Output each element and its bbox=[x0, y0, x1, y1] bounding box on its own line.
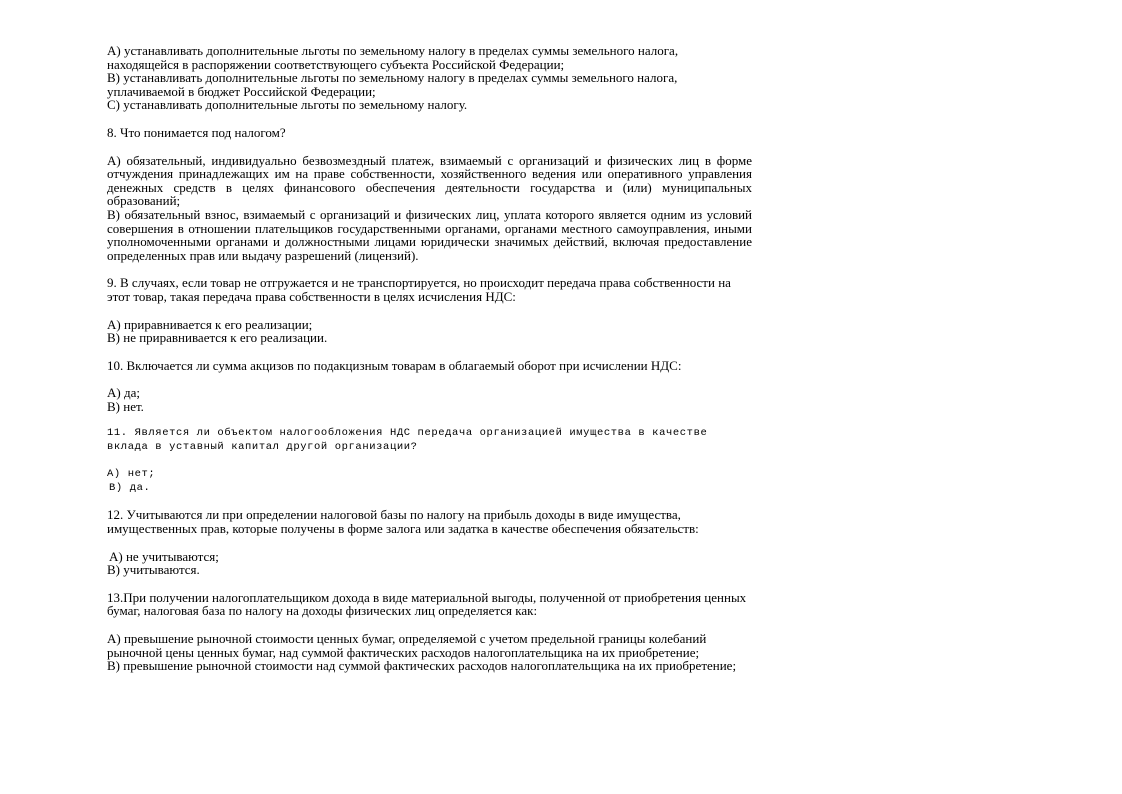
q13-question: 13.При получении налогоплательщиком дохода в виде материальной выгоды, полученной от приобретения ценных бумаг, налоговая база по налогу на доходы физических лиц определяется как: bbox=[107, 589, 747, 619]
q10-question: 10. Включается ли сумма акцизов по подакцизным товарам в облагаемый оборот при исчислении НДС: bbox=[107, 357, 682, 373]
q8-question: 8. Что понимается под налогом? bbox=[107, 124, 286, 140]
q9-question: 9. В случаях, если товар не отгружается и не транспортируется, но происходит передача права собственности на этот товар, такая передача права собственности в целях исчисления НДС: bbox=[107, 275, 731, 304]
q7-option-b: B) устанавливать дополнительные льготы по земельному налогу в пределах суммы земельного налога, уплачиваемой в бюджет Российской Федерации; bbox=[107, 70, 678, 99]
q8-option-b: B) обязательный взнос, взимаемый с организаций и физических лиц, уплата которого является одним из условий совершения в отношении плательщиков государственными органами, органами местного самоуправления, иными уполномоченными органами и должностными лицами юридически значимых действий, включая предоставление определенных прав или выдачу разрешений (лицензий). bbox=[107, 206, 752, 263]
q7-option-c: C) устанавливать дополнительные льготы по земельному налогу. bbox=[107, 97, 468, 113]
q9-option-b: B) не приравнивается к его реализации. bbox=[107, 330, 328, 346]
q11-question: 11. Является ли объектом налогообложения НДС передача организацией имущества в качестве вклада в уставный капитал другой организации? bbox=[107, 427, 708, 454]
q12-question: 12. Учитываются ли при определении налоговой базы по налогу на прибыль доходы в виде имущества, имущественных прав, которые получены в форме залога или задатка в качестве обеспечения обязательств: bbox=[107, 507, 699, 537]
q12-option-a: A) не учитываются; bbox=[109, 548, 219, 564]
q13-option-a: A) превышение рыночной стоимости ценных бумаг, определяемой с учетом предельной границы колебаний рыночной цены ценных бумаг, над суммой фактических расходов налогоплательщика на их приобретение; bbox=[107, 631, 707, 660]
q7-option-a: A) устанавливать дополнительные льготы по земельному налогу в пределах суммы земельного налога, находящейся в распоряжении соответствующего субъекта Российской Федерации; bbox=[107, 43, 679, 72]
q13-option-b: B) превышение рыночной стоимости над суммой фактических расходов налогоплательщика на их приобретение; bbox=[107, 658, 737, 674]
q11-option-b: B) да. bbox=[109, 482, 151, 495]
q12-option-b: B) учитываются. bbox=[107, 562, 200, 578]
q9-option-a: A) приравнивается к его реализации; bbox=[107, 316, 313, 332]
q11-option-a: A) нет; bbox=[107, 468, 156, 481]
q10-option-a: A) да; bbox=[107, 385, 140, 401]
document-body bbox=[107, 44, 752, 673]
q10-option-b: B) нет. bbox=[107, 398, 144, 414]
q8-option-a: A) обязательный, индивидуально безвозмездный платеж, взимаемый с организаций и физических лиц в форме отчуждения принадлежащих им на праве собственности, хозяйственного ведения или оперативного управления денежных средств в целях финансового обеспечения деятельности государства и (или) муниципальных образований; bbox=[107, 152, 752, 209]
